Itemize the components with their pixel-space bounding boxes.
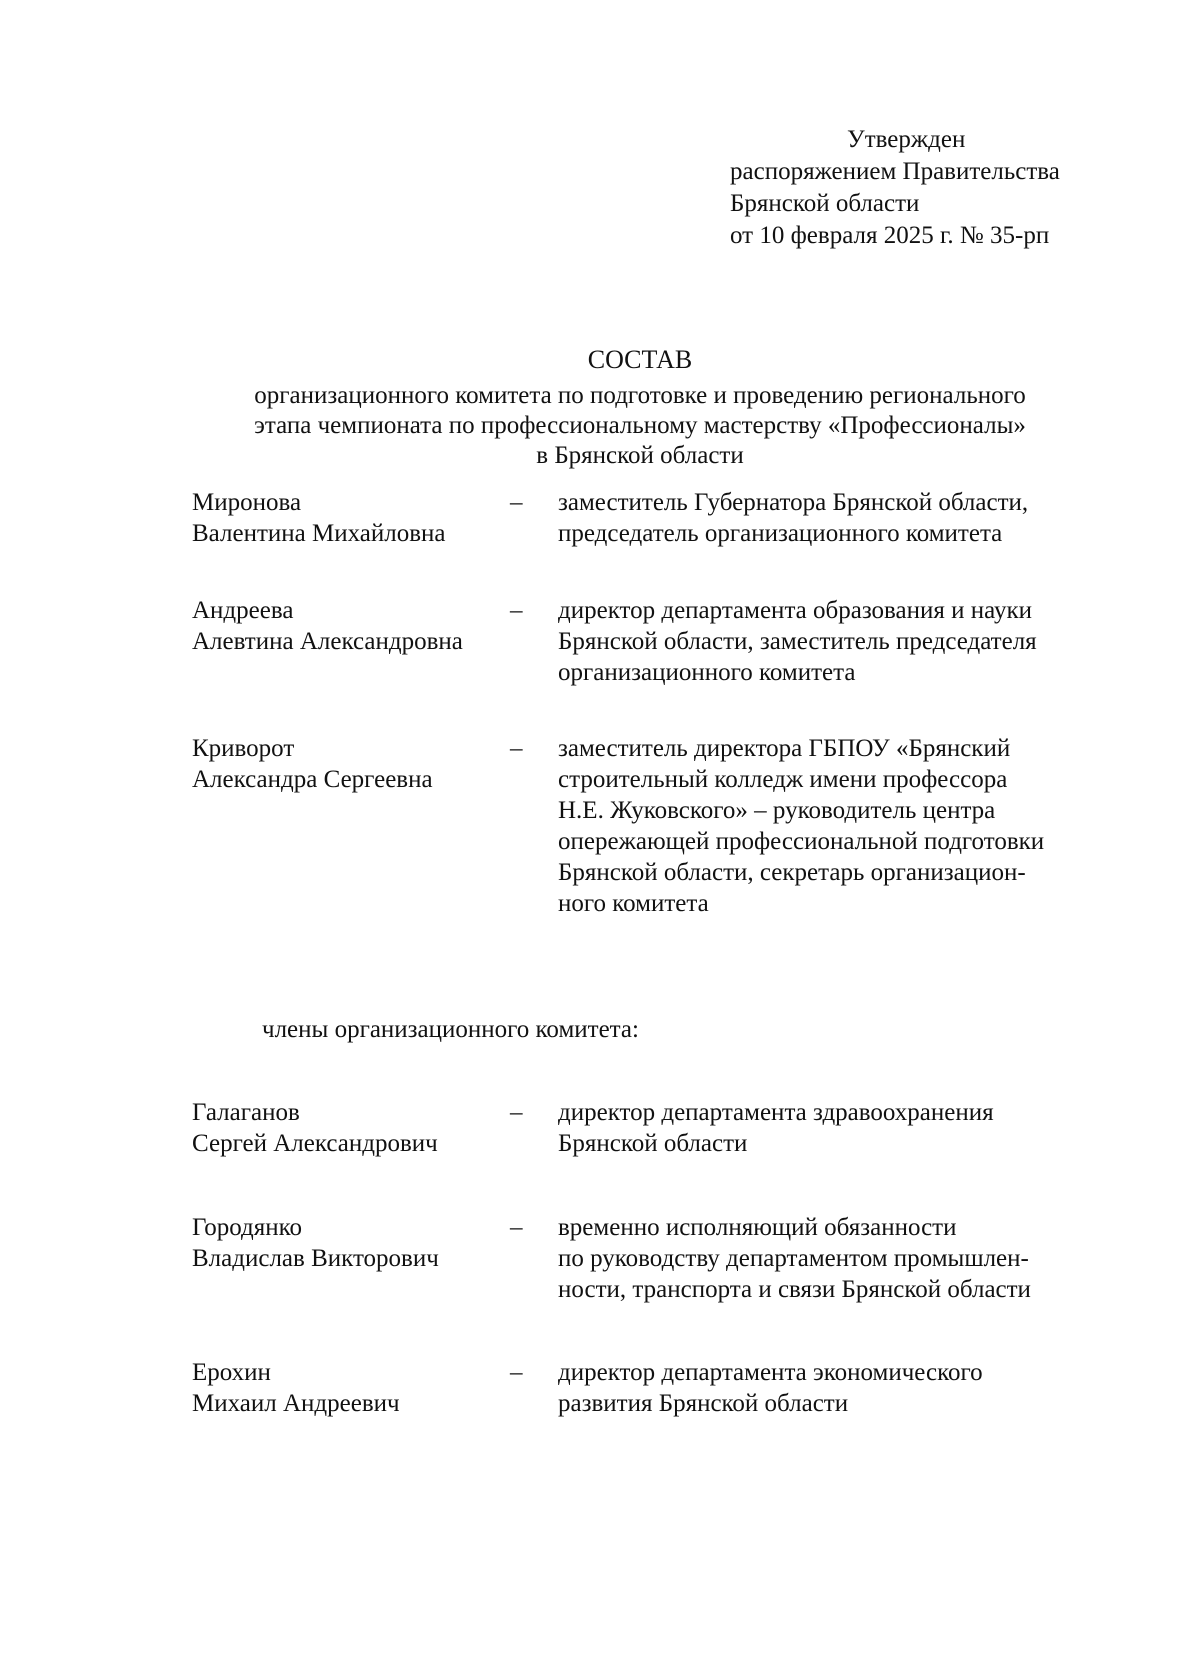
- position-line: строительный колледж имени профессора: [558, 766, 1008, 793]
- position-line: ного комитета: [558, 890, 709, 917]
- dash-separator: –: [510, 1099, 523, 1126]
- dash-separator: –: [510, 1359, 523, 1386]
- member-name: [192, 1212, 512, 1274]
- title-line: организационного комитета по подготовке и проведению регионального: [254, 382, 1026, 409]
- title-line: этапа чемпионата по профессиональному мастерству «Профессионалы»: [254, 412, 1026, 439]
- member-given-name: Александра Сергеевна: [192, 766, 433, 793]
- dash-separator: –: [510, 1214, 523, 1241]
- position-line: временно исполняющий обязанности: [558, 1214, 957, 1241]
- member-position: [558, 487, 1098, 549]
- member-given-name: Валентина Михайловна: [192, 520, 446, 547]
- title-line: в Брянской области: [536, 442, 744, 469]
- member-surname: Миронова: [192, 489, 302, 516]
- member-given-name: Михаил Андреевич: [192, 1390, 400, 1417]
- member-name: [192, 487, 512, 549]
- position-line: ности, транспорта и связи Брянской области: [558, 1276, 1031, 1303]
- member-surname: Городянко: [192, 1214, 303, 1241]
- members-heading: члены организационного комитета:: [262, 1016, 639, 1043]
- dash-separator: –: [510, 489, 523, 516]
- member-name: [192, 595, 512, 657]
- member-name: [192, 1357, 512, 1419]
- member-surname: Криворот: [192, 735, 295, 762]
- member-surname: Ерохин: [192, 1359, 271, 1386]
- position-line: Брянской области, заместитель председателя: [558, 628, 1037, 655]
- position-line: заместитель директора ГБПОУ «Брянский: [558, 735, 1011, 762]
- approval-block: [730, 124, 1170, 252]
- member-surname: Галаганов: [192, 1099, 300, 1126]
- member-name: [192, 733, 512, 795]
- position-line: развития Брянской области: [558, 1390, 849, 1417]
- member-name: [192, 1097, 512, 1159]
- member-position: [558, 733, 1098, 919]
- position-line: Н.Е. Жуковского» – руководитель центра: [558, 797, 996, 824]
- position-line: директор департамента здравоохранения: [558, 1099, 994, 1126]
- document-title: [150, 345, 1130, 471]
- member-surname: Андреева: [192, 597, 294, 624]
- position-line: по руководству департаментом промышлен-: [558, 1245, 1029, 1272]
- position-line: директор департамента экономического: [558, 1359, 983, 1386]
- position-line: заместитель Губернатора Брянской области,: [558, 489, 1029, 516]
- position-line: опережающей профессиональной подготовки: [558, 828, 1045, 855]
- position-line: председатель организационного комитета: [558, 520, 1003, 547]
- approval-line: от 10 февраля 2025 г. № 35-рп: [730, 222, 1050, 249]
- position-line: организационного комитета: [558, 659, 856, 686]
- dash-separator: –: [510, 735, 523, 762]
- member-position: [558, 1357, 1098, 1419]
- member-given-name: Алевтина Александровна: [192, 628, 463, 655]
- approval-line: Утвержден: [847, 126, 966, 153]
- approval-line: Брянской области: [730, 190, 920, 217]
- position-line: Брянской области, секретарь организацион-: [558, 859, 1026, 886]
- member-position: [558, 1097, 1098, 1159]
- approval-line: распоряжением Правительства: [730, 158, 1060, 185]
- member-given-name: Сергей Александрович: [192, 1130, 438, 1157]
- member-given-name: Владислав Викторович: [192, 1245, 439, 1272]
- position-line: директор департамента образования и науки: [558, 597, 1032, 624]
- title-heading: СОСТАВ: [587, 345, 693, 374]
- member-position: [558, 595, 1098, 688]
- dash-separator: –: [510, 597, 523, 624]
- member-position: [558, 1212, 1098, 1305]
- position-line: Брянской области: [558, 1130, 748, 1157]
